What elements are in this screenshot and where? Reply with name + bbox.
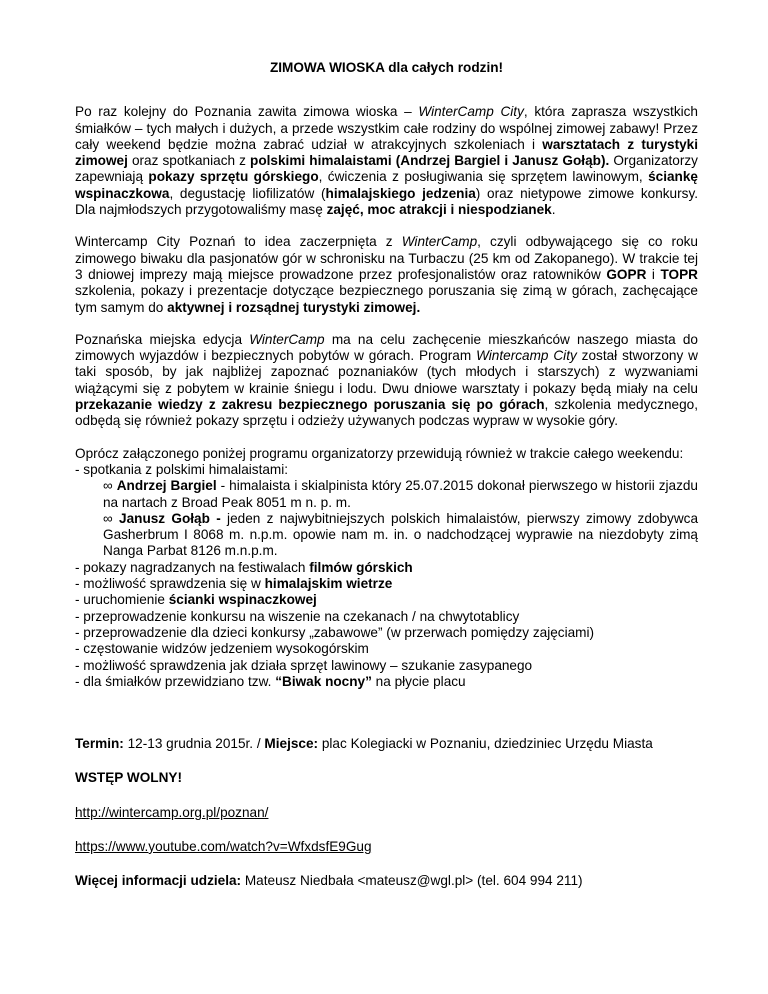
program-list xyxy=(75,446,698,690)
p2-bold-gopr: GOPR xyxy=(606,266,647,282)
p3-text-c: został stworzony w taki sposób, by jak najbliżej zapoznać poznaniaków (tych młodych i starszych) z wyzwaniami wiążącymi się z pobytem w krainie śniegu i lodu. Dwu dniowe warsztaty i pokazy będą miały na celu xyxy=(75,348,698,396)
link-wintercamp xyxy=(75,805,698,821)
item2-text: - pokazy nagradzanych na festiwalach xyxy=(75,559,310,575)
p1-bold-atrakcje: zajęć, moc atrakcji i niespodzianek xyxy=(326,202,552,218)
item9-text-end: na płycie placu xyxy=(371,673,466,689)
item4-text: - uruchomienie xyxy=(75,592,169,608)
p1-text-g: ) oraz nietypowe zimowe konkursy. Dla najmłodszych przygotowaliśmy masę xyxy=(75,185,699,218)
paragraph-edition xyxy=(75,332,698,430)
miejsce-label: Miejsce: xyxy=(264,736,319,752)
name-golab: Janusz Gołąb - xyxy=(119,510,221,526)
list-item xyxy=(75,592,698,608)
wintercamp-link[interactable]: http://wintercamp.org.pl/poznan/ xyxy=(75,804,269,820)
p3-text-b: ma na celu zachęcenie mieszkańców naszego miasta do zimowych wyjazdów i bezpiecznych pobytów w górach. Program xyxy=(75,331,698,364)
document-title: ZIMOWA WIOSKA dla całych rodzin! xyxy=(269,60,504,75)
p1-text-a: Po raz kolejny do Poznania zawita zimowa wioska – xyxy=(75,104,419,120)
p1-text-d: Organizatorzy zapewniają xyxy=(75,153,698,185)
p3-italic-wintercamp: WinterCamp xyxy=(249,331,325,347)
p1-bold-warsztaty: warsztatach z turystyki zimowej xyxy=(75,136,698,169)
p2-bold-topr: TOPR xyxy=(660,266,698,282)
list-item: - częstowanie widzów jedzeniem wysokogórskim xyxy=(75,641,369,657)
program-intro: Oprócz załączonego poniżej programu organizatorzy przewidują również w trakcie całego weekendu: xyxy=(75,445,684,461)
p3-italic-wintercamp-city: Wintercamp City xyxy=(476,348,577,364)
document-page xyxy=(75,60,698,890)
contact-value: Mateusz Niedbała <mateusz@wgl.pl> (tel. 604 994 211) xyxy=(241,873,583,889)
termin-value: 12-13 grudnia 2015r. / xyxy=(123,736,265,752)
item3-text: - możliwość sprawdzenia się w xyxy=(75,576,265,592)
item9-text: - dla śmiałków przewidziano tzw. xyxy=(75,673,276,689)
infinity-bullet-icon: ∞ xyxy=(103,510,113,526)
name-bargiel: Andrzej Bargiel xyxy=(116,478,217,494)
list-item xyxy=(75,576,698,592)
p1-bold-himalaisci: polskimi himalaistami (Andrzej Bargiel i Janusz Gołąb). xyxy=(250,153,610,169)
p1-bold-pokazy: pokazy sprzętu górskiego xyxy=(148,169,319,185)
text-golab: jeden z najwybitniejszych polskich himalaistów, pierwszy zimowy zdobywca Gasherbrum I 8068 m. n.p.m. opowie nam m. in. o nadchodzącej wyprawie na niezdobyty zimą Nanga Parbat 8126 m.n.p.m. xyxy=(103,510,699,559)
contact-info xyxy=(75,873,698,889)
list-item xyxy=(75,560,698,576)
contact-label: Więcej informacji udziela: xyxy=(75,873,242,889)
p1-text-h: . xyxy=(551,202,556,218)
infinity-bullet-icon: ∞ xyxy=(103,478,113,494)
p1-text-c: oraz spotkaniach z xyxy=(127,153,251,169)
p2-text-c: szkolenia, pokazy i prezentacje dotyczące bezpiecznego poruszania się zimą w górach, zachęcające tym samym do xyxy=(75,283,698,315)
p1-bold-jedzenie: himalajskiego jedzenia xyxy=(325,185,476,201)
list-item: - spotkania z polskimi himalaistami: xyxy=(75,461,289,477)
youtube-link[interactable]: https://www.youtube.com/watch?v=WfxdsfE9Gug xyxy=(75,838,372,854)
link-youtube xyxy=(75,839,698,855)
p2-italic-wintercamp: WinterCamp xyxy=(401,234,478,250)
p3-text-a: Poznańska miejska edycja xyxy=(75,331,250,347)
p1-italic-wintercamp-city: WinterCamp City xyxy=(418,104,524,120)
list-item: - przeprowadzenie konkursu na wiszenie na czekanach / na chwytotablicy xyxy=(75,608,520,624)
paragraph-idea xyxy=(75,234,698,315)
text-bargiel: - himalaista i skialpinista który 25.07.2015 dokonał pierwszego w historii zjazdu na nartach z Broad Peak 8051 m n. p. m. xyxy=(103,478,698,510)
list-item: - możliwość sprawdzenia jak działa sprzęt lawinowy – szukanie zasypanego xyxy=(75,657,533,673)
p2-bold-turystyka: aktywnej i rozsądnej turystyki zimowej. xyxy=(167,299,421,315)
p2-text-b2: i xyxy=(646,266,661,282)
list-item: - przeprowadzenie dla dzieci konkursy „zabawowe” (w przerwach pomiędzy zajęciami) xyxy=(75,624,595,640)
list-item-golab xyxy=(103,511,698,560)
p3-text-d: , szkolenia medycznego, odbędą się również pokazy sprzętu i odzieży używanych podczas wypraw w wysokie góry. xyxy=(75,397,698,429)
p2-text-b: , czyli odbywającego się co roku zimowego biwaku dla pasjonatów gór w schronisku na Turbaczu (25 km od Zakopanego). W trakcie tej 3 dniowej imprezy mają miejsce prowadzone przez profesjonalistów oraz ratowników xyxy=(75,234,698,282)
item2-bold: filmów górskich xyxy=(309,559,413,575)
item3-bold: himalajskim wietrze xyxy=(264,576,393,592)
list-item-bargiel xyxy=(103,478,698,511)
event-details xyxy=(75,736,698,752)
termin-label: Termin: xyxy=(75,736,124,752)
list-item xyxy=(75,674,698,690)
p3-bold-wiedza: przekazanie wiedzy z zakresu bezpiecznego poruszania się po górach xyxy=(75,397,545,413)
p1-text-e: , ćwiczenia z posługiwania się sprzętem lawinowym, xyxy=(318,169,649,185)
free-entry-notice xyxy=(75,770,698,786)
free-entry-text: WSTĘP WOLNY! xyxy=(75,770,182,786)
paragraph-intro xyxy=(75,104,698,218)
p2-text-a: Wintercamp City Poznań to idea zaczerpnięta z xyxy=(75,234,402,250)
p1-text-b: , która zaprasza wszystkich śmiałków – tych małych i dużych, a przede wszystkim całe rodziny do wspólnej zimowej zabawy! Przez cały weekend będzie można zabrać udział w atrakcyjnych szkoleniach i xyxy=(75,104,698,152)
item4-bold: ścianki wspinaczkowej xyxy=(168,592,317,608)
miejsce-value: plac Kolegiacki w Poznaniu, dziedziniec Urzędu Miasta xyxy=(318,736,653,752)
p1-bold-scianka: ściankę wspinaczkowa xyxy=(75,169,698,201)
p1-text-f: , degustację liofilizatów ( xyxy=(169,185,326,201)
item9-bold: “Biwak nocny” xyxy=(275,673,372,689)
